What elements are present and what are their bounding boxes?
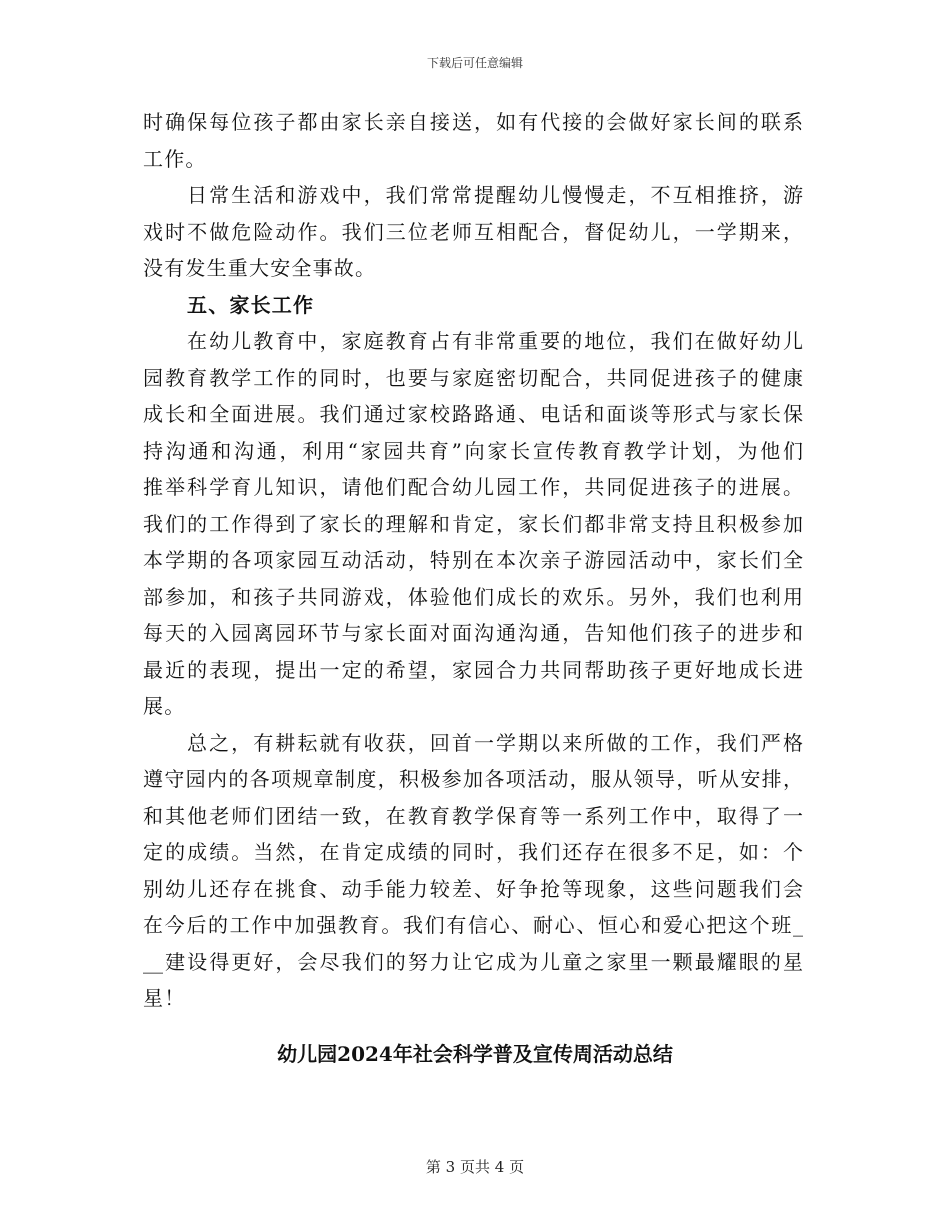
body-text-line: 日常生活和游戏中，我们常常提醒幼儿慢慢走，不互相推挤，游 bbox=[187, 183, 803, 207]
body-text-line: 成长和全面进展。我们通过家校路路通、电话和面谈等形式与家长保 bbox=[143, 402, 803, 426]
body-text-line: 我们的工作得到了家长的理解和肯定，家长们都非常支持且积极参加 bbox=[143, 511, 803, 536]
body-text-line: 持沟通和沟通，利用“家园共育”向家长宣传教育教学计划，为他们 bbox=[143, 438, 803, 463]
page-footer: 第 3 页共 4 页 bbox=[425, 1158, 525, 1176]
next-section-title: 幼儿园2024年社会科学普及宣传周活动总结 bbox=[277, 1042, 673, 1066]
body-text-line: __建设得更好，会尽我们的努力让它成为儿童之家里一颗最耀眼的星 bbox=[143, 949, 803, 974]
body-text-line: 展。 bbox=[143, 694, 186, 718]
body-text-line: 最近的表现，提出一定的希望，家园合力共同帮助孩子更好地成长进 bbox=[143, 657, 803, 682]
body-text-line: 星！ bbox=[143, 986, 186, 1010]
body-text-line: 在幼儿教育中，家庭教育占有非常重要的地位，我们在做好幼儿 bbox=[187, 329, 803, 353]
body-text-line: 定的成绩。当然，在肯定成绩的同时，我们还存在很多不足，如：个 bbox=[143, 840, 803, 864]
body-text-line: 和其他老师们团结一致，在教育教学保育等一系列工作中，取得了一 bbox=[143, 803, 803, 828]
body-text-line: 推举科学育儿知识，请他们配合幼儿园工作，共同促进孩子的进展。 bbox=[143, 475, 803, 499]
page-header: 下载后可任意编辑 bbox=[426, 56, 523, 70]
body-text-line: 每天的入园离园环节与家长面对面沟通沟通，告知他们孩子的进步和 bbox=[143, 621, 803, 645]
body-text-line: 工作。 bbox=[143, 146, 207, 171]
body-text-line: 别幼儿还存在挑食、动手能力较差、好争抢等现象，这些问题我们会 bbox=[143, 876, 803, 901]
body-text-line: 遵守园内的各项规章制度，积极参加各项活动，服从领导，听从安排， bbox=[143, 767, 803, 791]
body-text-line: 时确保每位孩子都由家长亲自接送，如有代接的会做好家长间的联系 bbox=[143, 110, 803, 134]
body-text-line: 总之，有耕耘就有收获，回首一学期以来所做的工作，我们严格 bbox=[187, 730, 803, 755]
body-text-line: 没有发生重大安全事故。 bbox=[143, 256, 377, 280]
body-text-line: 在今后的工作中加强教育。我们有信心、耐心、恒心和爱心把这个班_ bbox=[143, 913, 803, 937]
body-text-line: 部参加，和孩子共同游戏，体验他们成长的欢乐。另外，我们也利用 bbox=[143, 584, 803, 609]
document-body bbox=[143, 104, 803, 1017]
body-text-line: 戏时不做危险动作。我们三位老师互相配合，督促幼儿，一学期来， bbox=[143, 219, 803, 244]
body-text-line: 本学期的各项家园互动活动，特别在本次亲子游园活动中，家长们全 bbox=[143, 548, 803, 572]
body-text-line: 园教育教学工作的同时，也要与家庭密切配合，共同促进孩子的健康 bbox=[143, 365, 803, 390]
section-heading: 五、家长工作 bbox=[187, 292, 315, 317]
